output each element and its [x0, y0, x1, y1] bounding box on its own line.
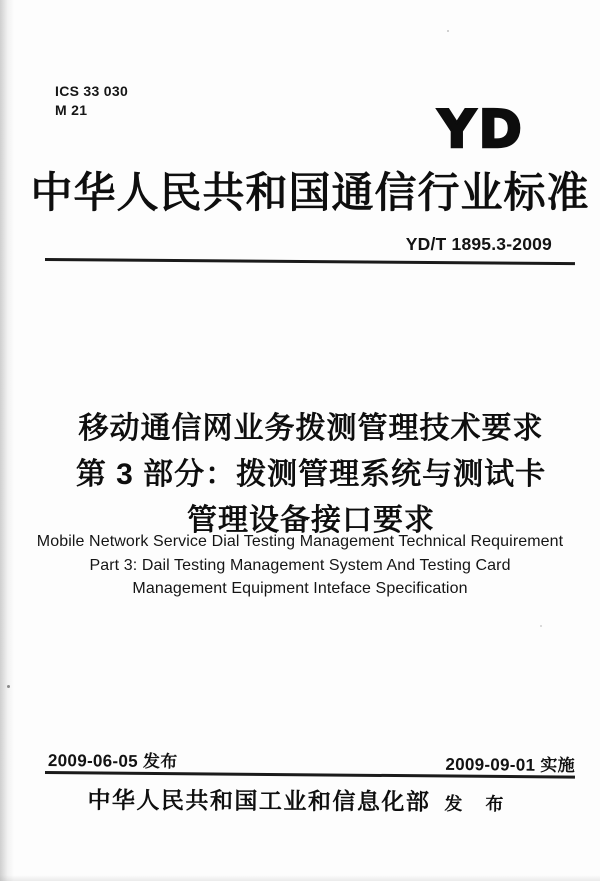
implement-date: 2009-09-01 实施: [445, 754, 576, 776]
issuing-authority-action: 发 布: [444, 793, 513, 815]
scan-speck: [447, 30, 449, 32]
document-title-english: [0, 530, 600, 601]
ics-classification-block: [55, 82, 128, 120]
standard-number: YD/T 1895.3-2009: [405, 234, 552, 254]
title-cn-line1: 移动通信网业务拨测管理技术要求: [78, 412, 544, 445]
title-en-line2: Part 3: Dail Testing Management System And Testing Card: [89, 556, 511, 574]
scan-speck: [540, 625, 542, 627]
title-cn-line3: 管理设备接口要求: [187, 504, 435, 537]
title-en-line1: Mobile Network Service Dial Testing Management Technical Requirement: [36, 533, 564, 550]
title-en-line3: Management Equipment Inteface Specification: [132, 580, 468, 597]
ics-code: ICS 33 030: [55, 83, 129, 99]
issue-date: 2009-06-05 发布: [47, 751, 178, 772]
title-cn-line2: 第 3 部分：拨测管理系统与测试卡: [75, 458, 547, 491]
scan-edge-shadow-bottom: [0, 875, 600, 881]
standard-category-title: 中华人民共和国通信行业标准: [30, 169, 590, 216]
doc-class-code: M 21: [55, 102, 88, 118]
document-title-chinese: [0, 406, 600, 544]
issuing-authority-name: 中华人民共和国工业和信息化部: [87, 786, 431, 815]
scan-speck: [7, 685, 10, 688]
header-divider-rule: [45, 258, 575, 265]
yd-standard-logo: YD: [438, 100, 525, 160]
issuing-authority-row: [0, 781, 600, 817]
